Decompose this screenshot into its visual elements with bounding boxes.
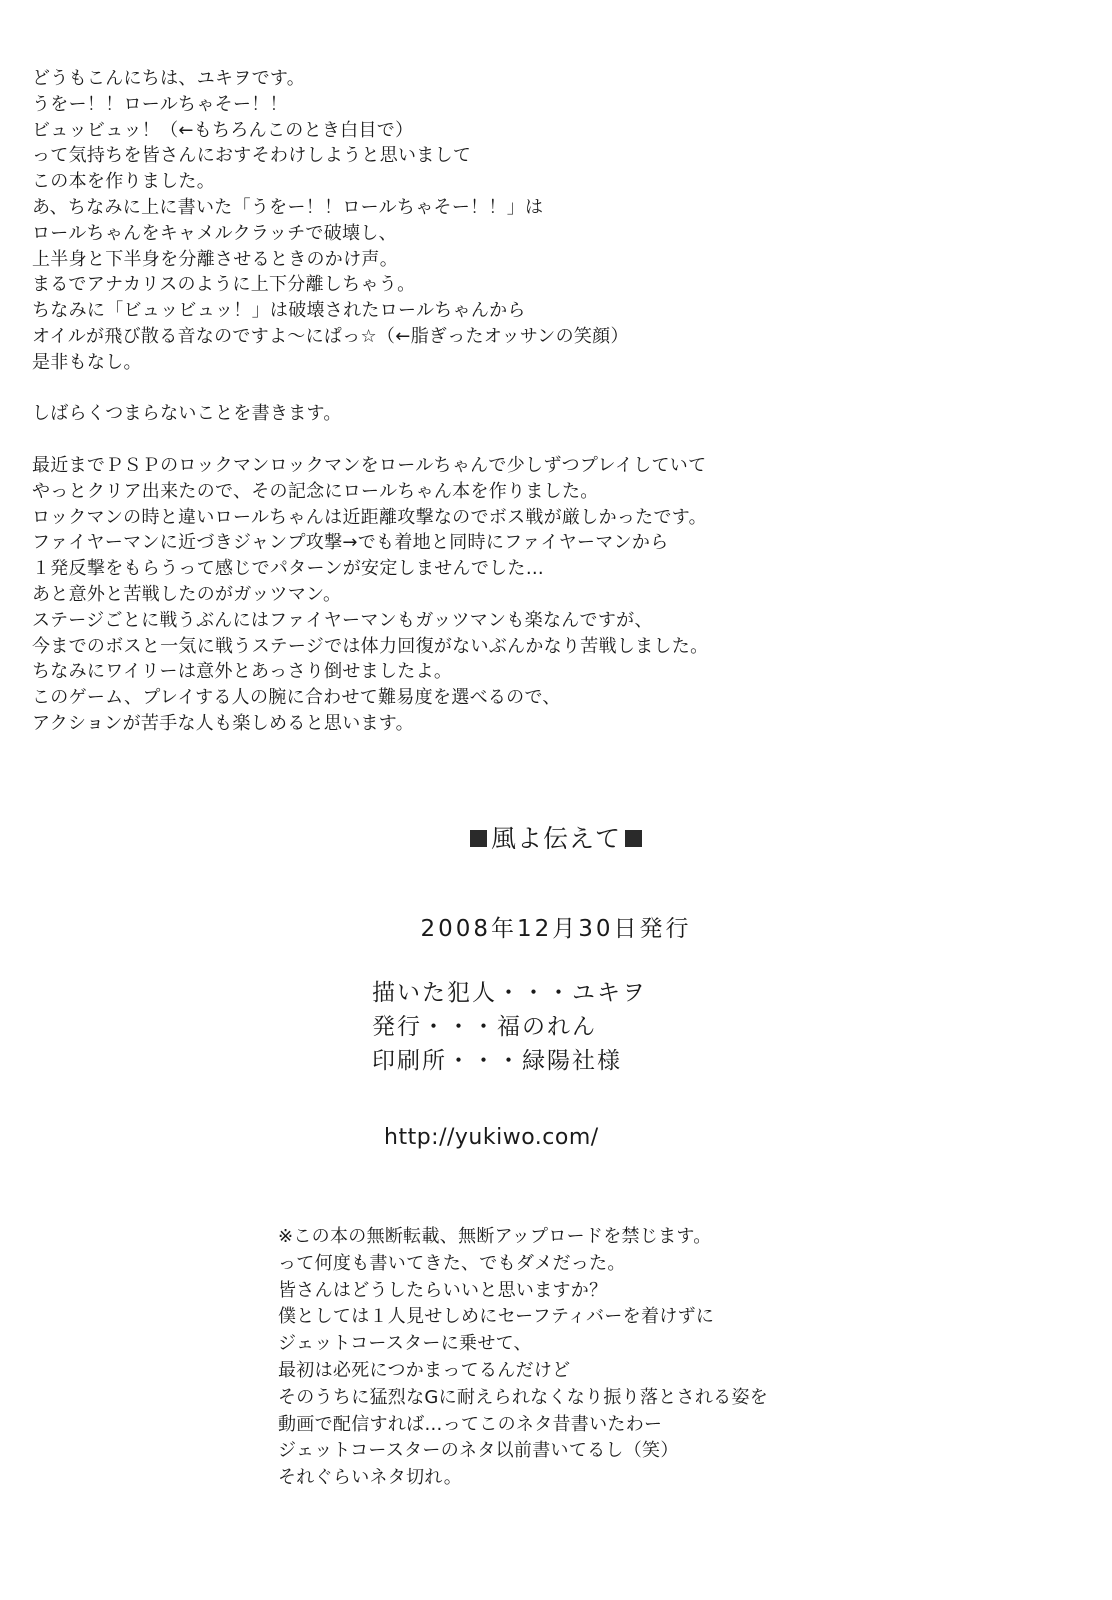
- game-note-line: このゲーム、プレイする人の腕に合わせて難易度を選べるので、: [32, 687, 561, 709]
- game-note-line: １発反撃をもらうって感じでパターンが安定しませんでした…: [32, 558, 545, 580]
- intro-line: ビュッビュッ！（←もちろんこのとき白目で）: [32, 119, 414, 141]
- game-note-line: あと意外と苦戦したのがガッツマン。: [32, 583, 342, 605]
- intro-line: まるでアナカリスのように上下分離しちゃう。: [32, 274, 416, 296]
- credit-printer: 印刷所・・・緑陽社様: [372, 1048, 622, 1074]
- book-title-text: 風よ伝えて: [490, 824, 621, 853]
- notice-line: 最初は必死につかまってるんだけど: [278, 1359, 571, 1381]
- square-bullet-icon: [470, 830, 487, 847]
- game-note-line: 今までのボスと一気に戦うステージでは体力回復がないぶんかなり苦戦しました。: [32, 635, 709, 657]
- game-note-line: ステージごとに戦うぶんにはファイヤーマンもガッツマンも楽なんですが、: [32, 609, 653, 631]
- notice-line: って何度も書いてきた、でもダメだった。: [278, 1252, 626, 1274]
- game-note-line: ロックマンの時と違いロールちゃんは近距離攻撃なのでボス戦が厳しかったです。: [32, 506, 707, 528]
- notice-line: 皆さんはどうしたらいいと思いますか？: [278, 1279, 608, 1301]
- game-note-line: ちなみにワイリーは意外とあっさり倒せましたよ。: [32, 661, 453, 683]
- book-title: [0, 823, 1112, 855]
- notice-line: ジェットコースターのネタ以前書いてるし（笑）: [278, 1440, 679, 1462]
- game-note-line: アクションが苦手な人も楽しめると思います。: [32, 712, 414, 734]
- notice-line: ジェットコースターに乗せて、: [278, 1333, 532, 1355]
- paragraph-gap: [32, 427, 1032, 453]
- intro-line: オイルが飛び散る音なのですよ～にぱっ☆（←脂ぎったオッサンの笑顔）: [32, 325, 629, 347]
- afterword-text: [32, 66, 1032, 737]
- game-note-line: やっとクリア出来たので、その記念にロールちゃん本を作りました。: [32, 480, 599, 502]
- paragraph-gap: [32, 376, 1032, 402]
- notice-line: 動画で配信すれば…ってこのネタ昔書いたわー: [278, 1413, 663, 1435]
- notice-line: 僕としては１人見せしめにセーフティバーを着けずに: [278, 1306, 715, 1328]
- intro-line: あ、ちなみに上に書いた「うをー！！ロールちゃそー！！」は: [32, 196, 544, 218]
- intro-line: ちなみに「ビュッビュッ！」は破壊されたロールちゃんから: [32, 300, 526, 322]
- intro-line: うをー！！ロールちゃそー！！: [32, 93, 288, 115]
- credit-publisher: 発行・・・福のれん: [372, 1014, 597, 1040]
- intro-line: この本を作りました。: [32, 171, 215, 193]
- credit-author: 描いた犯人・・・ユキヲ: [372, 980, 647, 1006]
- copyright-notice: [278, 1224, 768, 1492]
- game-note-line: ファイヤーマンに近づきジャンプ攻撃→でも着地と同時にファイヤーマンから: [32, 532, 669, 554]
- intro-line: どうもこんにちは、ユキヲです。: [32, 68, 306, 89]
- intro-line: ロールちゃんをキャメルクラッチで破壊し、: [32, 222, 397, 244]
- game-note-line: 最近までＰＳＰのロックマンロックマンをロールちゃんで少しずつプレイしていて: [32, 454, 707, 476]
- intro-line: って気持ちを皆さんにおすそわけしようと思いまして: [32, 145, 472, 167]
- square-bullet-icon: [625, 830, 642, 847]
- notice-line: そのうちに猛烈なGに耐えられなくなり振り落とされる姿を: [278, 1386, 769, 1408]
- aside-line: しばらくつまらないことを書きます。: [32, 403, 342, 425]
- credits-block: [372, 976, 647, 1078]
- website-url: http://yukiwo.com/: [384, 1125, 599, 1150]
- intro-line: 上半身と下半身を分離させるときのかけ声。: [32, 248, 398, 270]
- notice-line: ※この本の無断転載、無断アップロードを禁じます。: [278, 1226, 712, 1247]
- publication-date: 2008年12月30日発行: [420, 916, 692, 942]
- intro-line: 是非もなし。: [32, 351, 142, 373]
- notice-line: それぐらいネタ切れ。: [278, 1467, 463, 1489]
